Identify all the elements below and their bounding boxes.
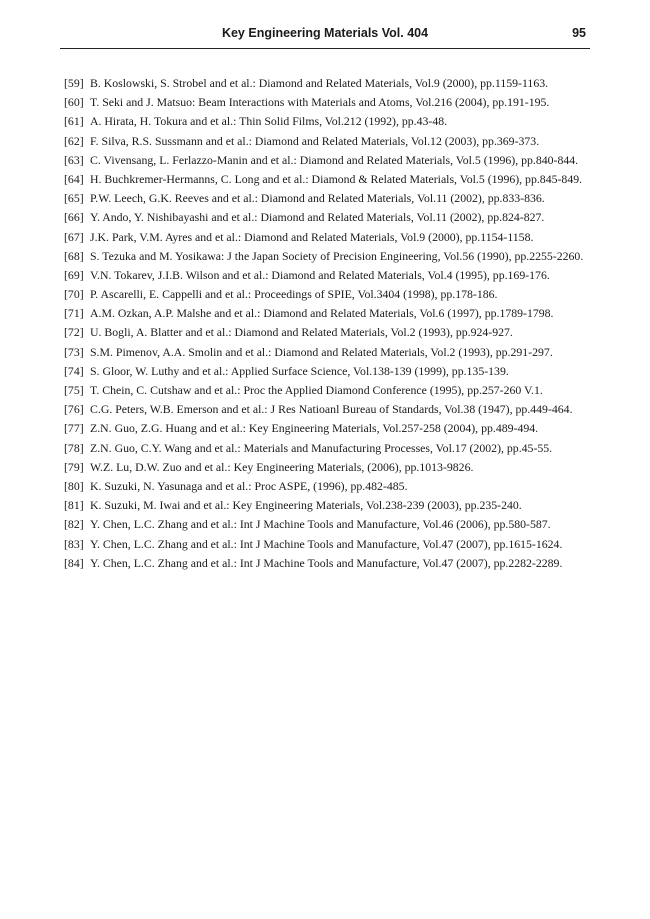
reference-label: [65] (64, 191, 84, 206)
reference-item (64, 268, 586, 283)
reference-label: [76] (64, 402, 84, 417)
reference-label: [64] (64, 171, 84, 186)
reference-text: C. Vivensang, L. Ferlazzo-Manin and et al.: Diamond and Related Materials, Vol.5 (1996), pp.840-844. (90, 152, 579, 167)
reference-list (64, 76, 586, 575)
reference-item (64, 556, 586, 571)
reference-text: Y. Ando, Y. Nishibayashi and et al.: Diamond and Related Materials, Vol.11 (2002), pp.824-827. (90, 210, 545, 225)
reference-text: Y. Chen, L.C. Zhang and et al.: Int J Machine Tools and Manufacture, Vol.46 (2006), pp.580-587. (90, 517, 551, 532)
reference-label: [70] (64, 287, 84, 302)
reference-label: [71] (64, 306, 84, 321)
reference-item (64, 95, 586, 110)
reference-label: [81] (64, 498, 84, 513)
reference-label: [79] (64, 459, 84, 474)
reference-label: [84] (64, 555, 84, 570)
reference-label: [63] (64, 152, 84, 167)
reference-item (64, 114, 586, 129)
reference-text: K. Suzuki, N. Yasunaga and et al.: Proc ASPE, (1996), pp.482-485. (90, 478, 408, 493)
reference-text: T. Chein, C. Cutshaw and et al.: Proc the Applied Diamond Conference (1995), pp.257-260 V.1. (90, 383, 543, 397)
running-header (60, 18, 590, 49)
reference-text: U. Bogli, A. Blatter and et al.: Diamond and Related Materials, Vol.2 (1993), pp.924-927. (90, 325, 513, 340)
reference-item (64, 325, 586, 340)
reference-text: S. Gloor, W. Luthy and et al.: Applied Surface Science, Vol.138-139 (1999), pp.135-139. (90, 363, 509, 378)
reference-text: Z.N. Guo, Z.G. Huang and et al.: Key Engineering Materials, Vol.257-258 (2004), pp.489-494. (90, 421, 539, 436)
reference-item (64, 172, 586, 187)
reference-text: C.G. Peters, W.B. Emerson and et al.: J Res Natioanl Bureau of Standards, Vol.38 (1947), pp.449-464. (90, 402, 573, 417)
reference-label: [72] (64, 325, 84, 340)
reference-label: [62] (64, 133, 84, 148)
reference-item (64, 460, 586, 475)
reference-item (64, 537, 586, 552)
reference-text: Z.N. Guo, C.Y. Wang and et al.: Materials and Manufacturing Processes, Vol.17 (2002), pp.45-55. (90, 440, 553, 455)
reference-label: [74] (64, 363, 84, 378)
reference-text: Y. Chen, L.C. Zhang and et al.: Int J Machine Tools and Manufacture, Vol.47 (2007), pp.1615-1624. (90, 536, 563, 551)
reference-text: A.M. Ozkan, A.P. Malshe and et al.: Diamond and Related Materials, Vol.6 (1997), pp.1789-1798. (90, 306, 554, 321)
reference-text: J.K. Park, V.M. Ayres and et al.: Diamond and Related Materials, Vol.9 (2000), pp.1154-1158. (90, 229, 534, 244)
reference-item (64, 306, 586, 321)
reference-item (64, 383, 586, 398)
reference-item (64, 402, 586, 417)
reference-label: [80] (64, 478, 84, 493)
reference-item (64, 441, 586, 456)
reference-text: H. Buchkremer-Hermanns, C. Long and et al.: Diamond & Related Materials, Vol.5 (1996), pp.845-849. (90, 171, 583, 186)
reference-item (64, 498, 586, 513)
reference-text: F. Silva, R.S. Sussmann and et al.: Diamond and Related Materials, Vol.12 (2003), pp.369-373. (90, 133, 540, 148)
reference-label: [59] (64, 76, 84, 90)
reference-item (64, 345, 586, 360)
reference-text: S. Tezuka and M. Yosikawa: J the Japan Society of Precision Engineering, Vol.56 (1990), pp.2255-2260. (90, 248, 584, 263)
reference-text: Y. Chen, L.C. Zhang and et al.: Int J Machine Tools and Manufacture, Vol.47 (2007), pp.2282-2289. (90, 555, 563, 570)
reference-label: [68] (64, 248, 84, 263)
reference-text: W.Z. Lu, D.W. Zuo and et al.: Key Engineering Materials, (2006), pp.1013-9826. (90, 459, 474, 474)
reference-label: [82] (64, 517, 84, 532)
reference-text: B. Koslowski, S. Strobel and et al.: Diamond and Related Materials, Vol.9 (2000), pp.1159-1163. (90, 76, 549, 90)
reference-label: [60] (64, 95, 84, 110)
reference-item (64, 421, 586, 436)
reference-label: [75] (64, 383, 84, 397)
reference-text: P. Ascarelli, E. Cappelli and et al.: Proceedings of SPIE, Vol.3404 (1998), pp.178-186. (90, 287, 498, 302)
reference-label: [78] (64, 440, 84, 455)
journal-title: Key Engineering Materials Vol. 404 (221, 26, 429, 40)
reference-item (64, 210, 586, 225)
reference-label: [69] (64, 267, 84, 282)
reference-item (64, 249, 586, 264)
reference-item (64, 517, 586, 532)
reference-item (64, 364, 586, 379)
reference-item (64, 191, 586, 206)
reference-item (64, 479, 586, 494)
reference-item (64, 76, 586, 91)
reference-label: [77] (64, 421, 84, 436)
reference-label: [83] (64, 536, 84, 551)
reference-text: T. Seki and J. Matsuo: Beam Interactions with Materials and Atoms, Vol.216 (2004), pp.191-195. (90, 95, 550, 110)
reference-text: A. Hirata, H. Tokura and et al.: Thin Solid Films, Vol.212 (1992), pp.43-48. (90, 114, 448, 129)
reference-label: [67] (64, 229, 84, 244)
reference-item (64, 230, 586, 245)
page-number: 95 (572, 26, 586, 40)
reference-label: [66] (64, 210, 84, 225)
reference-item (64, 287, 586, 302)
reference-text: K. Suzuki, M. Iwai and et al.: Key Engineering Materials, Vol.238-239 (2003), pp.235-240. (90, 498, 522, 513)
reference-label: [73] (64, 344, 84, 359)
reference-item (64, 134, 586, 149)
reference-text: V.N. Tokarev, J.I.B. Wilson and et al.: Diamond and Related Materials, Vol.4 (1995), pp.169-176. (90, 267, 550, 282)
reference-label: [61] (64, 114, 84, 129)
reference-item (64, 153, 586, 168)
reference-text: P.W. Leech, G.K. Reeves and et al.: Diamond and Related Materials, Vol.11 (2002), pp.833-836. (90, 191, 545, 206)
reference-text: S.M. Pimenov, A.A. Smolin and et al.: Diamond and Related Materials, Vol.2 (1993), pp.291-297. (90, 344, 553, 359)
